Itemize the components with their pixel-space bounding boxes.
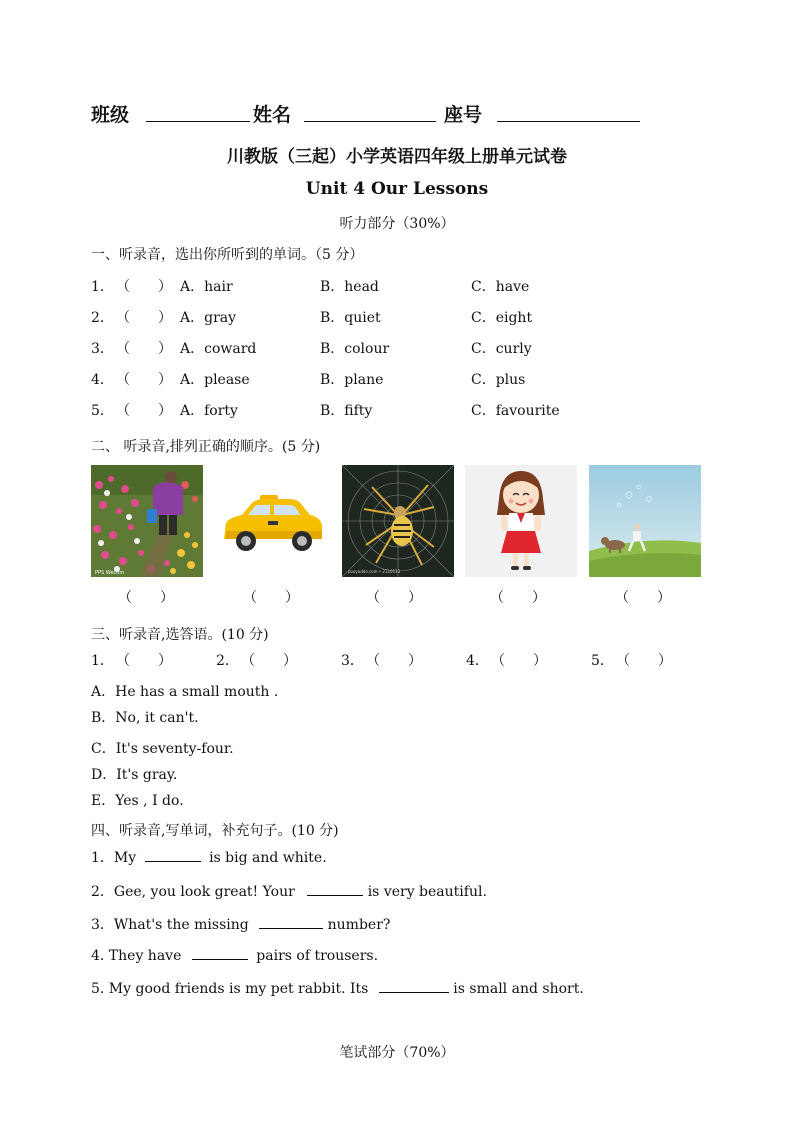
class-label: 班级 [91, 104, 130, 126]
s1-option-a: A．coward [180, 341, 257, 357]
s1-paren[interactable]: （ ） [116, 372, 172, 388]
s4-blank[interactable] [145, 849, 201, 862]
dog-picture [589, 465, 701, 577]
dog-on-grass-image [589, 465, 701, 577]
s4-blank[interactable] [307, 883, 363, 896]
s4-after: is small and short. [453, 981, 584, 997]
s1-option-a: A．please [180, 372, 250, 388]
s2-paren[interactable]: （ ） [490, 590, 546, 606]
s3-paren[interactable]: （ ） [366, 653, 422, 669]
s4-before: 4. They have [91, 948, 182, 964]
s1-option-b: B．fifty [320, 403, 373, 419]
s1-paren[interactable]: （ ） [116, 403, 172, 419]
s4-before: 1．My [91, 850, 137, 866]
section4-title: 四、听录音,写单词，补充句子。(10 分) [91, 823, 339, 839]
s1-option-b: B．quiet [320, 310, 381, 326]
s4-blank[interactable] [192, 947, 248, 960]
spider-picture [342, 465, 454, 577]
s1-option-c: C．eight [471, 310, 533, 326]
picture-watermark: PPS Wecom [95, 570, 125, 576]
s1-option-c: C．curly [471, 341, 532, 357]
spider-on-web-image [342, 465, 454, 577]
s4-after: is big and white. [209, 850, 327, 866]
s4-blank[interactable] [259, 916, 323, 929]
s3-paren[interactable]: （ ） [116, 653, 172, 669]
class-blank[interactable] [146, 121, 250, 122]
s1-num: 5． [91, 403, 114, 419]
s1-option-b: B．head [320, 279, 379, 295]
s1-num: 1． [91, 279, 114, 295]
unit-title: Unit 4 Our Lessons [305, 179, 489, 199]
s4-before: 3．What's the missing [91, 917, 249, 933]
s4-after: number? [327, 917, 391, 933]
s1-option-c: C．plus [471, 372, 526, 388]
written-title: 笔试部分（70%） [339, 1045, 455, 1061]
s4-blank[interactable] [379, 980, 449, 993]
s4-sentence [91, 980, 584, 997]
s1-option-a: A．gray [180, 310, 237, 326]
s2-paren[interactable]: （ ） [118, 590, 174, 606]
picture-watermark: pooyaddo.com • 2110113 [348, 569, 401, 574]
section1-title: 一、听录音，选出你所听到的单词。（5 分） [91, 247, 364, 263]
name-label: 姓名 [253, 104, 292, 126]
s3-answer: B．No, it can't. [91, 710, 199, 726]
seat-label: 座号 [444, 104, 483, 126]
s1-num: 4． [91, 372, 114, 388]
s3-paren[interactable]: （ ） [241, 653, 297, 669]
s3-paren[interactable]: （ ） [616, 653, 672, 669]
s4-after: is very beautiful. [367, 884, 487, 900]
s4-sentence [91, 914, 390, 934]
s4-sentence [91, 947, 378, 964]
s3-answer: E．Yes , I do. [91, 793, 184, 809]
s1-option-b: B．plane [320, 372, 384, 388]
s1-num: 2． [91, 310, 114, 326]
flower-garden-picture [91, 465, 203, 577]
listening-title: 听力部分（30%） [339, 216, 455, 232]
s2-paren[interactable]: （ ） [243, 590, 299, 606]
s1-option-a: A．forty [180, 403, 238, 419]
s4-sentence [91, 847, 327, 867]
s3-num: 2． [216, 653, 239, 669]
s2-paren[interactable]: （ ） [615, 590, 671, 606]
s1-paren[interactable]: （ ） [116, 279, 172, 295]
s3-num: 1． [91, 653, 114, 669]
s1-num: 3． [91, 341, 114, 357]
s3-answer: C．It's seventy-four. [91, 741, 234, 757]
taxi-picture [216, 465, 328, 577]
name-blank[interactable] [304, 121, 436, 122]
s3-num: 5． [591, 653, 614, 669]
s1-option-c: C．have [471, 279, 530, 295]
s4-before: 2．Gee, you look great! Your [91, 884, 295, 900]
s4-sentence [91, 881, 487, 901]
s3-answer: A．He has a small mouth . [91, 684, 279, 700]
girl-cartoon-image [465, 465, 577, 577]
s3-num: 4． [466, 653, 489, 669]
s1-option-c: C．favourite [471, 403, 560, 419]
seat-blank[interactable] [497, 121, 640, 122]
section3-title: 三、听录音,选答语。(10 分) [91, 627, 269, 643]
s2-paren[interactable]: （ ） [366, 590, 422, 606]
flower-garden-image [91, 465, 203, 577]
s1-option-b: B．colour [320, 341, 390, 357]
girl-picture [465, 465, 577, 577]
section2-title: 二、 听录音,排列正确的顺序。(5 分) [91, 439, 321, 455]
s1-option-a: A．hair [180, 279, 233, 295]
s4-before: 5. My good friends is my pet rabbit. Its [91, 981, 369, 997]
s4-after: pairs of trousers. [256, 948, 379, 964]
s3-answer: D．It's gray. [91, 767, 178, 783]
s1-paren[interactable]: （ ） [116, 310, 172, 326]
exam-title: 川教版（三起）小学英语四年级上册单元试卷 [227, 147, 567, 167]
s3-paren[interactable]: （ ） [491, 653, 547, 669]
s3-num: 3． [341, 653, 364, 669]
s1-paren[interactable]: （ ） [116, 341, 172, 357]
yellow-taxi-image [216, 465, 328, 577]
